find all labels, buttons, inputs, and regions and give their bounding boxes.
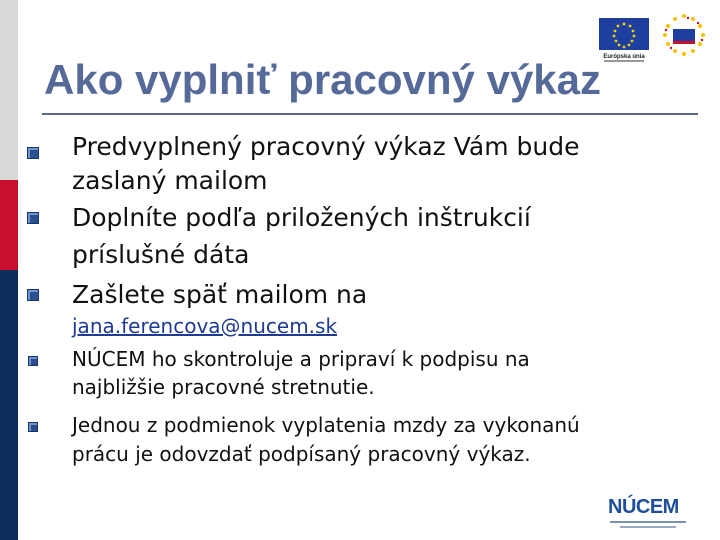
list-item-5-line-2: prácu je odovzdať podpísaný pracovný výkaz. (72, 442, 531, 466)
nucem-logo (608, 496, 688, 532)
bullet-square-icon (27, 212, 39, 224)
nucem-logo-text: NÚCEM (608, 496, 679, 518)
bullet-square-icon (28, 422, 38, 432)
nucem-logo-subtitle (610, 520, 686, 530)
bullet-square-icon (28, 356, 38, 366)
svg-text:Európska únia: Európska únia (603, 54, 645, 60)
list-item-4-line-2: najbližšie pracovné stretnutie. (72, 375, 375, 399)
title-underline (42, 113, 698, 115)
side-strip-grey (0, 0, 18, 180)
eu-flag-logo (596, 16, 652, 64)
bullet-square-icon (27, 147, 39, 159)
list-item-1-line-2: zaslaný mailom (72, 166, 268, 195)
esf-logo (660, 12, 708, 64)
list-item-2-line-2: príslušné dáta (72, 240, 250, 269)
side-strip-navy (0, 270, 18, 540)
list-item-1-line-1: Predvyplnený pracovný výkaz Vám bude (72, 132, 580, 161)
list-item-3-line-1: Zašlete späť mailom na (72, 280, 368, 309)
list-item-2-line-1: Doplníte podľa priložených inštrukcií (72, 203, 531, 232)
side-strip-red (0, 180, 18, 270)
email-link[interactable]: jana.ferencova@nucem.sk (72, 314, 338, 338)
list-item-4-line-1: NÚCEM ho skontroluje a pripraví k podpisu na (72, 347, 530, 371)
bullet-square-icon (27, 289, 39, 301)
slide-title: Ako vyplniť pracovný výkaz (44, 56, 602, 103)
list-item-5-line-1: Jednou z podmienok vyplatenia mzdy za vykonanú (72, 413, 580, 437)
